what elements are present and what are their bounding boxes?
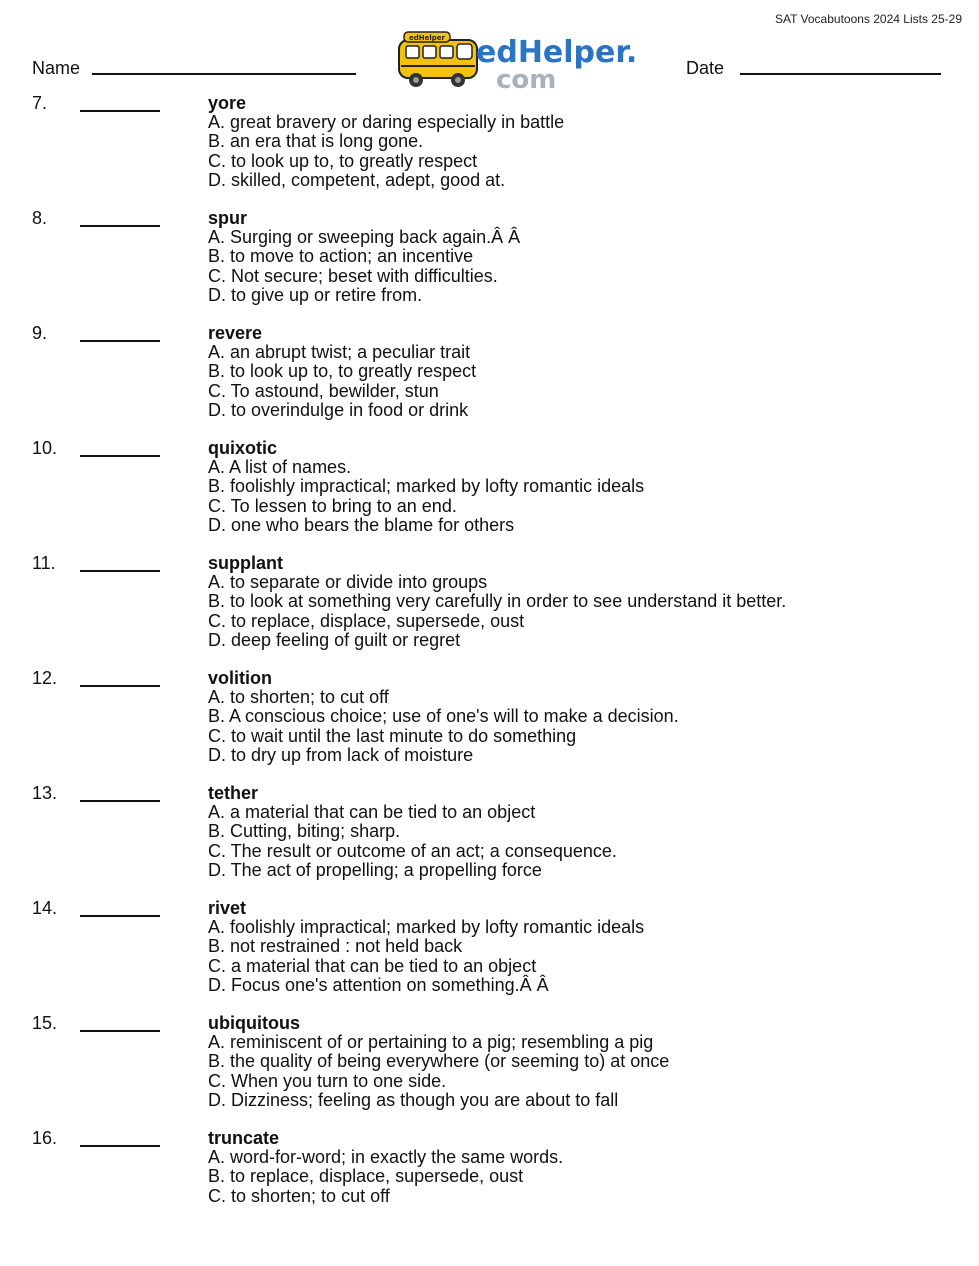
vocabulary-word: rivet [208, 898, 247, 918]
vocabulary-word: spur [208, 208, 248, 228]
question-item [0, 554, 979, 664]
question-item [0, 439, 979, 549]
question-body [208, 669, 948, 765]
answer-choice: C. to look up to, to greatly respect [208, 150, 478, 171]
date-field-line[interactable] [740, 73, 941, 75]
answer-choice: C. Not secure; beset with difficulties. [208, 265, 498, 286]
answer-choice: D. Dizziness; feeling as though you are about to fall [208, 1089, 619, 1110]
answer-choice: A. to shorten; to cut off [208, 687, 389, 708]
answer-blank[interactable] [80, 455, 160, 457]
question-item [0, 1129, 979, 1239]
answer-choice: A. reminiscent of or pertaining to a pig; resembling a pig [208, 1032, 654, 1053]
answer-blank[interactable] [80, 340, 160, 342]
question-number: 7. [32, 93, 48, 113]
question-item [0, 209, 979, 319]
answer-choice: D. to dry up from lack of moisture [208, 744, 474, 765]
answer-blank[interactable] [80, 110, 160, 112]
vocabulary-word: quixotic [208, 438, 278, 458]
answer-choice: A. Surging or sweeping back again.Â Â [208, 227, 521, 248]
answer-choice: A. to separate or divide into groups [208, 572, 488, 593]
question-number: 13. [32, 783, 58, 803]
question-number: 9. [32, 323, 48, 343]
question-body [208, 209, 948, 305]
answer-choice: B. not restrained : not held back [208, 936, 463, 957]
answer-choice: C. to replace, displace, supersede, oust [208, 610, 525, 631]
vocabulary-word: revere [208, 323, 263, 343]
question-number: 14. [32, 898, 58, 918]
edhelper-logo [396, 26, 638, 96]
answer-blank[interactable] [80, 800, 160, 802]
school-bus-icon [399, 32, 477, 87]
answer-choice: A. word-for-word; in exactly the same words. [208, 1147, 564, 1168]
answer-choice: B. to look at something very carefully in order to see understand it better. [208, 591, 787, 612]
answer-choice: C. a material that can be tied to an object [208, 955, 537, 976]
answer-choice: D. to overindulge in food or drink [208, 399, 469, 420]
question-body [208, 1014, 948, 1110]
question-body [208, 899, 948, 995]
answer-blank[interactable] [80, 685, 160, 687]
question-body [208, 439, 948, 535]
answer-choice: B. A conscious choice; use of one's will to make a decision. [208, 706, 679, 727]
name-field-line[interactable] [92, 73, 356, 75]
question-number: 8. [32, 208, 48, 228]
date-label: Date [686, 58, 725, 78]
answer-choice: B. to move to action; an incentive [208, 246, 474, 267]
question-item [0, 94, 979, 204]
vocabulary-word: volition [208, 668, 272, 688]
question-body [208, 324, 948, 420]
answer-choice: D. deep feeling of guilt or regret [208, 629, 461, 650]
vocabulary-word: truncate [208, 1128, 280, 1148]
answer-choice: D. to give up or retire from. [208, 284, 423, 305]
vocabulary-word: tether [208, 783, 259, 803]
question-item [0, 784, 979, 894]
answer-choice: D. The act of propelling; a propelling force [208, 859, 542, 880]
vocabulary-word: yore [208, 93, 247, 113]
answer-blank[interactable] [80, 915, 160, 917]
question-item [0, 899, 979, 1009]
answer-choice: B. Cutting, biting; sharp. [208, 821, 401, 842]
question-number: 10. [32, 438, 58, 458]
answer-choice: C. to shorten; to cut off [208, 1185, 390, 1206]
answer-choice: B. an era that is long gone. [208, 131, 424, 152]
answer-choice: A. a material that can be tied to an object [208, 802, 536, 823]
answer-blank[interactable] [80, 225, 160, 227]
answer-choice: B. to replace, displace, supersede, oust [208, 1166, 524, 1187]
answer-choice: C. When you turn to one side. [208, 1070, 447, 1091]
document-source-note: SAT Vocabutoons 2024 Lists 25-29 [774, 12, 962, 26]
answer-blank[interactable] [80, 1030, 160, 1032]
question-item [0, 1014, 979, 1124]
answer-choice: A. great bravery or daring especially in battle [208, 112, 565, 133]
answer-choice: B. foolishly impractical; marked by lofty romantic ideals [208, 476, 645, 497]
answer-choice: D. one who bears the blame for others [208, 514, 515, 535]
answer-choice: C. to wait until the last minute to do something [208, 725, 577, 746]
answer-choice: C. To astound, bewilder, stun [208, 380, 439, 401]
answer-choice: D. skilled, competent, adept, good at. [208, 169, 506, 190]
answer-choice: A. A list of names. [208, 457, 352, 478]
question-number: 15. [32, 1013, 58, 1033]
question-body [208, 1129, 948, 1206]
question-item [0, 669, 979, 779]
answer-choice: B. the quality of being everywhere (or seeming to) at once [208, 1051, 670, 1072]
question-number: 12. [32, 668, 58, 688]
name-label: Name [32, 58, 81, 78]
answer-choice: D. Focus one's attention on something.Â Â [208, 974, 549, 995]
question-body [208, 784, 948, 880]
svg-text:com: com [496, 65, 557, 95]
question-item [0, 324, 979, 434]
answer-blank[interactable] [80, 1145, 160, 1147]
question-number: 11. [32, 553, 56, 573]
svg-text:edHelper: edHelper [409, 34, 445, 42]
answer-choice: A. foolishly impractical; marked by lofty romantic ideals [208, 917, 645, 938]
question-body [208, 94, 948, 190]
answer-choice: B. to look up to, to greatly respect [208, 361, 477, 382]
answer-choice: C. To lessen to bring to an end. [208, 495, 457, 516]
answer-blank[interactable] [80, 570, 160, 572]
answer-choice: C. The result or outcome of an act; a consequence. [208, 840, 617, 861]
question-number: 16. [32, 1128, 58, 1148]
vocabulary-word: supplant [208, 553, 283, 573]
vocabulary-word: ubiquitous [208, 1013, 300, 1033]
answer-choice: A. an abrupt twist; a peculiar trait [208, 342, 471, 363]
svg-text:edHelper.: edHelper. [476, 35, 638, 70]
question-body [208, 554, 948, 650]
